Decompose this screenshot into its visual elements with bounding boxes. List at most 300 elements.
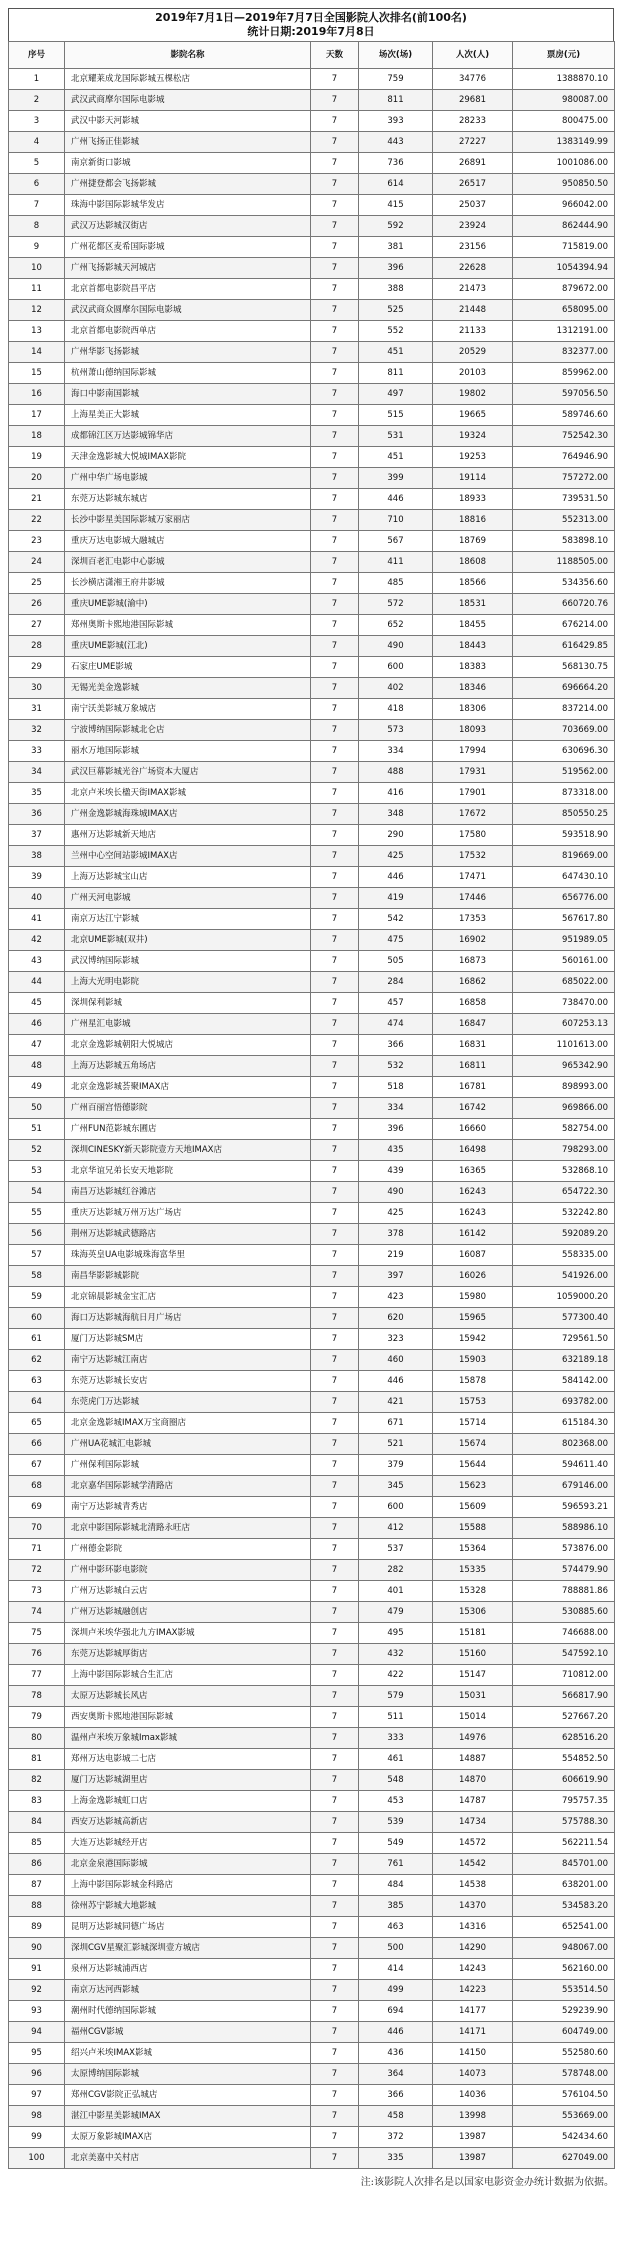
box-office-cell: 1188505.00 [513, 552, 615, 573]
admissions-cell: 14171 [433, 2022, 513, 2043]
cinema-name-cell: 上海万达影城宝山店 [65, 867, 311, 888]
shows-cell: 600 [359, 657, 433, 678]
box-office-cell: 562160.00 [513, 1959, 615, 1980]
table-row [9, 1014, 615, 1035]
cinema-name-cell: 东莞万达影城厚街店 [65, 1644, 311, 1665]
days-cell: 7 [311, 1119, 359, 1140]
shows-cell: 335 [359, 2148, 433, 2169]
box-office-cell: 752542.30 [513, 426, 615, 447]
table-row [9, 195, 615, 216]
cinema-name-cell: 丽水万地国际影城 [65, 741, 311, 762]
cinema-name-cell: 郑州万达电影城二七店 [65, 1749, 311, 1770]
rank-cell: 48 [9, 1056, 65, 1077]
admissions-cell: 15903 [433, 1350, 513, 1371]
cinema-name-cell: 广州飞扬影城天河城店 [65, 258, 311, 279]
rank-cell: 78 [9, 1686, 65, 1707]
days-cell: 7 [311, 111, 359, 132]
box-office-cell: 519562.00 [513, 762, 615, 783]
shows-cell: 399 [359, 468, 433, 489]
shows-cell: 511 [359, 1707, 433, 1728]
shows-cell: 381 [359, 237, 433, 258]
days-cell: 7 [311, 237, 359, 258]
box-office-cell: 859962.00 [513, 363, 615, 384]
rank-cell: 14 [9, 342, 65, 363]
days-cell: 7 [311, 1287, 359, 1308]
days-cell: 7 [311, 594, 359, 615]
box-office-cell: 632189.18 [513, 1350, 615, 1371]
admissions-cell: 15181 [433, 1623, 513, 1644]
cinema-name-cell: 北京华谊兄弟长安天地影院 [65, 1161, 311, 1182]
rank-cell: 96 [9, 2064, 65, 2085]
box-office-cell: 950850.50 [513, 174, 615, 195]
admissions-cell: 14370 [433, 1896, 513, 1917]
admissions-cell: 16742 [433, 1098, 513, 1119]
shows-cell: 439 [359, 1161, 433, 1182]
rank-cell: 63 [9, 1371, 65, 1392]
shows-cell: 499 [359, 1980, 433, 2001]
table-row [9, 1644, 615, 1665]
rank-cell: 37 [9, 825, 65, 846]
rank-cell: 89 [9, 1917, 65, 1938]
days-cell: 7 [311, 69, 359, 90]
rank-cell: 55 [9, 1203, 65, 1224]
days-cell: 7 [311, 1896, 359, 1917]
col-cinema-header: 影院名称 [65, 42, 311, 69]
rank-cell: 12 [9, 300, 65, 321]
admissions-cell: 25037 [433, 195, 513, 216]
table-row [9, 1308, 615, 1329]
box-office-cell: 685022.00 [513, 972, 615, 993]
admissions-cell: 16781 [433, 1077, 513, 1098]
cinema-name-cell: 武汉武商摩尔国际电影城 [65, 90, 311, 111]
days-cell: 7 [311, 1455, 359, 1476]
rank-cell: 61 [9, 1329, 65, 1350]
rank-cell: 95 [9, 2043, 65, 2064]
days-cell: 7 [311, 678, 359, 699]
box-office-cell: 534356.60 [513, 573, 615, 594]
cinema-name-cell: 长沙中影星美国际影城万家丽店 [65, 510, 311, 531]
admissions-cell: 17353 [433, 909, 513, 930]
days-cell: 7 [311, 1707, 359, 1728]
rank-cell: 42 [9, 930, 65, 951]
shows-cell: 505 [359, 951, 433, 972]
shows-cell: 436 [359, 2043, 433, 2064]
admissions-cell: 14572 [433, 1833, 513, 1854]
col-days-header: 天数 [311, 42, 359, 69]
box-office-cell: 647430.10 [513, 867, 615, 888]
admissions-cell: 34776 [433, 69, 513, 90]
rank-cell: 15 [9, 363, 65, 384]
days-cell: 7 [311, 1812, 359, 1833]
table-row [9, 1455, 615, 1476]
table-row [9, 1959, 615, 1980]
table-row [9, 321, 615, 342]
rank-cell: 18 [9, 426, 65, 447]
box-office-cell: 588986.10 [513, 1518, 615, 1539]
shows-cell: 525 [359, 300, 433, 321]
days-cell: 7 [311, 1308, 359, 1329]
admissions-cell: 16142 [433, 1224, 513, 1245]
box-office-cell: 802368.00 [513, 1434, 615, 1455]
days-cell: 7 [311, 2001, 359, 2022]
box-office-cell: 607253.13 [513, 1014, 615, 1035]
rank-cell: 54 [9, 1182, 65, 1203]
admissions-cell: 17931 [433, 762, 513, 783]
shows-cell: 811 [359, 363, 433, 384]
box-office-cell: 552580.60 [513, 2043, 615, 2064]
box-office-cell: 554852.50 [513, 1749, 615, 1770]
box-office-cell: 573876.00 [513, 1539, 615, 1560]
rank-cell: 16 [9, 384, 65, 405]
table-row [9, 1413, 615, 1434]
box-office-cell: 592089.20 [513, 1224, 615, 1245]
rank-cell: 81 [9, 1749, 65, 1770]
days-cell: 7 [311, 279, 359, 300]
table-row [9, 447, 615, 468]
rank-cell: 71 [9, 1539, 65, 1560]
shows-cell: 425 [359, 846, 433, 867]
table-row [9, 1707, 615, 1728]
box-office-cell: 676214.00 [513, 615, 615, 636]
rank-cell: 40 [9, 888, 65, 909]
rank-cell: 87 [9, 1875, 65, 1896]
shows-cell: 567 [359, 531, 433, 552]
shows-cell: 421 [359, 1392, 433, 1413]
days-cell: 7 [311, 2127, 359, 2148]
admissions-cell: 14177 [433, 2001, 513, 2022]
rank-cell: 51 [9, 1119, 65, 1140]
cinema-name-cell: 海口中影南国影城 [65, 384, 311, 405]
days-cell: 7 [311, 1917, 359, 1938]
shows-cell: 484 [359, 1875, 433, 1896]
table-row [9, 2064, 615, 2085]
days-cell: 7 [311, 132, 359, 153]
table-row [9, 1539, 615, 1560]
box-office-cell: 577300.40 [513, 1308, 615, 1329]
rank-cell: 28 [9, 636, 65, 657]
table-row [9, 1077, 615, 1098]
rank-cell: 72 [9, 1560, 65, 1581]
days-cell: 7 [311, 384, 359, 405]
shows-cell: 443 [359, 132, 433, 153]
table-row [9, 1161, 615, 1182]
rank-cell: 70 [9, 1518, 65, 1539]
days-cell: 7 [311, 930, 359, 951]
days-cell: 7 [311, 1014, 359, 1035]
days-cell: 7 [311, 216, 359, 237]
rank-cell: 84 [9, 1812, 65, 1833]
box-office-cell: 574479.90 [513, 1560, 615, 1581]
shows-cell: 425 [359, 1203, 433, 1224]
admissions-cell: 18769 [433, 531, 513, 552]
shows-cell: 396 [359, 1119, 433, 1140]
rank-cell: 6 [9, 174, 65, 195]
admissions-cell: 14976 [433, 1728, 513, 1749]
cinema-name-cell: 北京金逸影城IMAX万宝商圈店 [65, 1413, 311, 1434]
shows-cell: 461 [359, 1749, 433, 1770]
table-row [9, 951, 615, 972]
admissions-cell: 15965 [433, 1308, 513, 1329]
box-office-cell: 638201.00 [513, 1875, 615, 1896]
shows-cell: 333 [359, 1728, 433, 1749]
days-cell: 7 [311, 2085, 359, 2106]
rank-cell: 92 [9, 1980, 65, 2001]
days-cell: 7 [311, 489, 359, 510]
box-office-cell: 530885.60 [513, 1602, 615, 1623]
days-cell: 7 [311, 90, 359, 111]
rank-cell: 97 [9, 2085, 65, 2106]
admissions-cell: 13998 [433, 2106, 513, 2127]
box-office-cell: 845701.00 [513, 1854, 615, 1875]
table-row [9, 1371, 615, 1392]
table-row [9, 720, 615, 741]
box-office-cell: 951989.05 [513, 930, 615, 951]
days-cell: 7 [311, 2148, 359, 2169]
box-office-cell: 616429.85 [513, 636, 615, 657]
shows-cell: 334 [359, 1098, 433, 1119]
cinema-name-cell: 重庆万达电影城大融城店 [65, 531, 311, 552]
admissions-cell: 17532 [433, 846, 513, 867]
table-row [9, 1770, 615, 1791]
box-office-cell: 837214.00 [513, 699, 615, 720]
days-cell: 7 [311, 1518, 359, 1539]
col-rank-header: 序号 [9, 42, 65, 69]
admissions-cell: 16873 [433, 951, 513, 972]
table-row [9, 1497, 615, 1518]
box-office-cell: 1059000.20 [513, 1287, 615, 1308]
box-office-cell: 873318.00 [513, 783, 615, 804]
admissions-cell: 13987 [433, 2148, 513, 2169]
cinema-name-cell: 南宁沃美影城万象城店 [65, 699, 311, 720]
box-office-cell: 948067.00 [513, 1938, 615, 1959]
admissions-cell: 14870 [433, 1770, 513, 1791]
table-row [9, 1812, 615, 1833]
cinema-name-cell: 潮州时代德纳国际影城 [65, 2001, 311, 2022]
days-cell: 7 [311, 1581, 359, 1602]
box-office-cell: 627049.00 [513, 2148, 615, 2169]
shows-cell: 366 [359, 1035, 433, 1056]
box-office-cell: 862444.90 [513, 216, 615, 237]
box-office-cell: 693782.00 [513, 1392, 615, 1413]
box-office-cell: 542434.60 [513, 2127, 615, 2148]
table-row [9, 1056, 615, 1077]
box-office-cell: 1001086.00 [513, 153, 615, 174]
cinema-name-cell: 深圳CINESKY新天影院壹方天地IMAX店 [65, 1140, 311, 1161]
shows-cell: 518 [359, 1077, 433, 1098]
cinema-name-cell: 珠海中影国际影城华发店 [65, 195, 311, 216]
box-office-cell: 965342.90 [513, 1056, 615, 1077]
table-row [9, 384, 615, 405]
rank-cell: 94 [9, 2022, 65, 2043]
shows-cell: 385 [359, 1896, 433, 1917]
box-office-cell: 696664.20 [513, 678, 615, 699]
shows-cell: 614 [359, 174, 433, 195]
days-cell: 7 [311, 552, 359, 573]
table-row [9, 132, 615, 153]
days-cell: 7 [311, 1434, 359, 1455]
rank-cell: 79 [9, 1707, 65, 1728]
admissions-cell: 15147 [433, 1665, 513, 1686]
box-office-cell: 764946.90 [513, 447, 615, 468]
admissions-cell: 16243 [433, 1182, 513, 1203]
rank-cell: 27 [9, 615, 65, 636]
cinema-name-cell: 南京万达江宁影城 [65, 909, 311, 930]
rank-cell: 43 [9, 951, 65, 972]
rank-cell: 34 [9, 762, 65, 783]
box-office-cell: 597056.50 [513, 384, 615, 405]
table-row [9, 825, 615, 846]
cinema-name-cell: 海口万达影城海航日月广场店 [65, 1308, 311, 1329]
cinema-name-cell: 深圳CGV星聚汇影城深圳壹方城店 [65, 1938, 311, 1959]
shows-cell: 542 [359, 909, 433, 930]
admissions-cell: 18816 [433, 510, 513, 531]
cinema-name-cell: 长沙横店潇湘王府井影城 [65, 573, 311, 594]
table-row [9, 489, 615, 510]
shows-cell: 537 [359, 1539, 433, 1560]
days-cell: 7 [311, 657, 359, 678]
shows-cell: 432 [359, 1644, 433, 1665]
table-row [9, 1035, 615, 1056]
shows-cell: 515 [359, 405, 433, 426]
days-cell: 7 [311, 2043, 359, 2064]
shows-cell: 811 [359, 90, 433, 111]
rank-cell: 53 [9, 1161, 65, 1182]
shows-cell: 475 [359, 930, 433, 951]
box-office-cell: 739531.50 [513, 489, 615, 510]
cinema-name-cell: 郑州CGV影院正弘城店 [65, 2085, 311, 2106]
days-cell: 7 [311, 573, 359, 594]
days-cell: 7 [311, 1056, 359, 1077]
rank-cell: 82 [9, 1770, 65, 1791]
box-office-cell: 656776.00 [513, 888, 615, 909]
admissions-cell: 16498 [433, 1140, 513, 1161]
box-office-cell: 819669.00 [513, 846, 615, 867]
shows-cell: 549 [359, 1833, 433, 1854]
box-office-cell: 562211.54 [513, 1833, 615, 1854]
days-cell: 7 [311, 2106, 359, 2127]
days-cell: 7 [311, 1035, 359, 1056]
cinema-name-cell: 西安奥斯卡熙地港国际影城 [65, 1707, 311, 1728]
box-office-cell: 660720.76 [513, 594, 615, 615]
days-cell: 7 [311, 1140, 359, 1161]
box-office-cell: 553669.00 [513, 2106, 615, 2127]
cinema-name-cell: 北京卢米埃长楹天街IMAX影城 [65, 783, 311, 804]
days-cell: 7 [311, 1770, 359, 1791]
table-row [9, 279, 615, 300]
box-office-cell: 583898.10 [513, 531, 615, 552]
cinema-name-cell: 广州UA花城汇电影城 [65, 1434, 311, 1455]
table-row [9, 762, 615, 783]
rank-cell: 91 [9, 1959, 65, 1980]
days-cell: 7 [311, 1497, 359, 1518]
cinema-name-cell: 东莞虎门万达影城 [65, 1392, 311, 1413]
admissions-cell: 14036 [433, 2085, 513, 2106]
cinema-name-cell: 北京耀莱成龙国际影城五棵松店 [65, 69, 311, 90]
table-row [9, 1854, 615, 1875]
cinema-name-cell: 南昌万达影城红谷滩店 [65, 1182, 311, 1203]
box-office-cell: 757272.00 [513, 468, 615, 489]
box-office-cell: 715819.00 [513, 237, 615, 258]
admissions-cell: 18531 [433, 594, 513, 615]
admissions-cell: 16026 [433, 1266, 513, 1287]
box-office-cell: 798293.00 [513, 1140, 615, 1161]
shows-cell: 710 [359, 510, 433, 531]
rank-cell: 45 [9, 993, 65, 1014]
rank-cell: 60 [9, 1308, 65, 1329]
days-cell: 7 [311, 363, 359, 384]
days-cell: 7 [311, 1749, 359, 1770]
cinema-name-cell: 上海金逸影城虹口店 [65, 1791, 311, 1812]
cinema-name-cell: 武汉巨幕影城光谷广场资本大厦店 [65, 762, 311, 783]
rank-cell: 90 [9, 1938, 65, 1959]
cinema-name-cell: 重庆万达影城万州万达广场店 [65, 1203, 311, 1224]
shows-cell: 219 [359, 1245, 433, 1266]
admissions-cell: 14542 [433, 1854, 513, 1875]
table-row [9, 594, 615, 615]
admissions-cell: 15609 [433, 1497, 513, 1518]
admissions-cell: 17672 [433, 804, 513, 825]
admissions-cell: 18608 [433, 552, 513, 573]
rank-cell: 1 [9, 69, 65, 90]
rank-cell: 19 [9, 447, 65, 468]
shows-cell: 366 [359, 2085, 433, 2106]
cinema-name-cell: 东莞万达影城东城店 [65, 489, 311, 510]
table-row [9, 531, 615, 552]
shows-cell: 415 [359, 195, 433, 216]
table-row [9, 678, 615, 699]
shows-cell: 446 [359, 2022, 433, 2043]
table-row [9, 2022, 615, 2043]
days-cell: 7 [311, 1161, 359, 1182]
shows-cell: 495 [359, 1623, 433, 1644]
days-cell: 7 [311, 909, 359, 930]
page-title: 2019年7月1日—2019年7月7日全国影院人次排名(前100名) [155, 11, 467, 24]
cinema-name-cell: 杭州萧山德纳国际影城 [65, 363, 311, 384]
rank-cell: 59 [9, 1287, 65, 1308]
admissions-cell: 15878 [433, 1371, 513, 1392]
cinema-name-cell: 温州卢米埃万象城Imax影城 [65, 1728, 311, 1749]
rank-cell: 5 [9, 153, 65, 174]
table-row [9, 2127, 615, 2148]
cinema-name-cell: 武汉中影天河影城 [65, 111, 311, 132]
box-office-cell: 589746.60 [513, 405, 615, 426]
days-cell: 7 [311, 531, 359, 552]
table-row [9, 1581, 615, 1602]
admissions-cell: 17901 [433, 783, 513, 804]
cinema-name-cell: 太原万达影城长风店 [65, 1686, 311, 1707]
rank-cell: 99 [9, 2127, 65, 2148]
admissions-cell: 16858 [433, 993, 513, 1014]
box-office-cell: 575788.30 [513, 1812, 615, 1833]
rank-cell: 2 [9, 90, 65, 111]
shows-cell: 364 [359, 2064, 433, 2085]
cinema-name-cell: 厦门万达影城湖里店 [65, 1770, 311, 1791]
table-row [9, 1560, 615, 1581]
table-row [9, 1329, 615, 1350]
box-office-cell: 1054394.94 [513, 258, 615, 279]
table-row [9, 846, 615, 867]
box-office-cell: 654722.30 [513, 1182, 615, 1203]
box-office-cell: 795757.35 [513, 1791, 615, 1812]
box-office-cell: 1312191.00 [513, 321, 615, 342]
cinema-name-cell: 兰州中心空间站影城IMAX店 [65, 846, 311, 867]
admissions-cell: 26891 [433, 153, 513, 174]
cinema-name-cell: 湛江中影星美影城IMAX [65, 2106, 311, 2127]
shows-cell: 759 [359, 69, 433, 90]
admissions-cell: 17471 [433, 867, 513, 888]
admissions-cell: 16660 [433, 1119, 513, 1140]
shows-cell: 345 [359, 1476, 433, 1497]
